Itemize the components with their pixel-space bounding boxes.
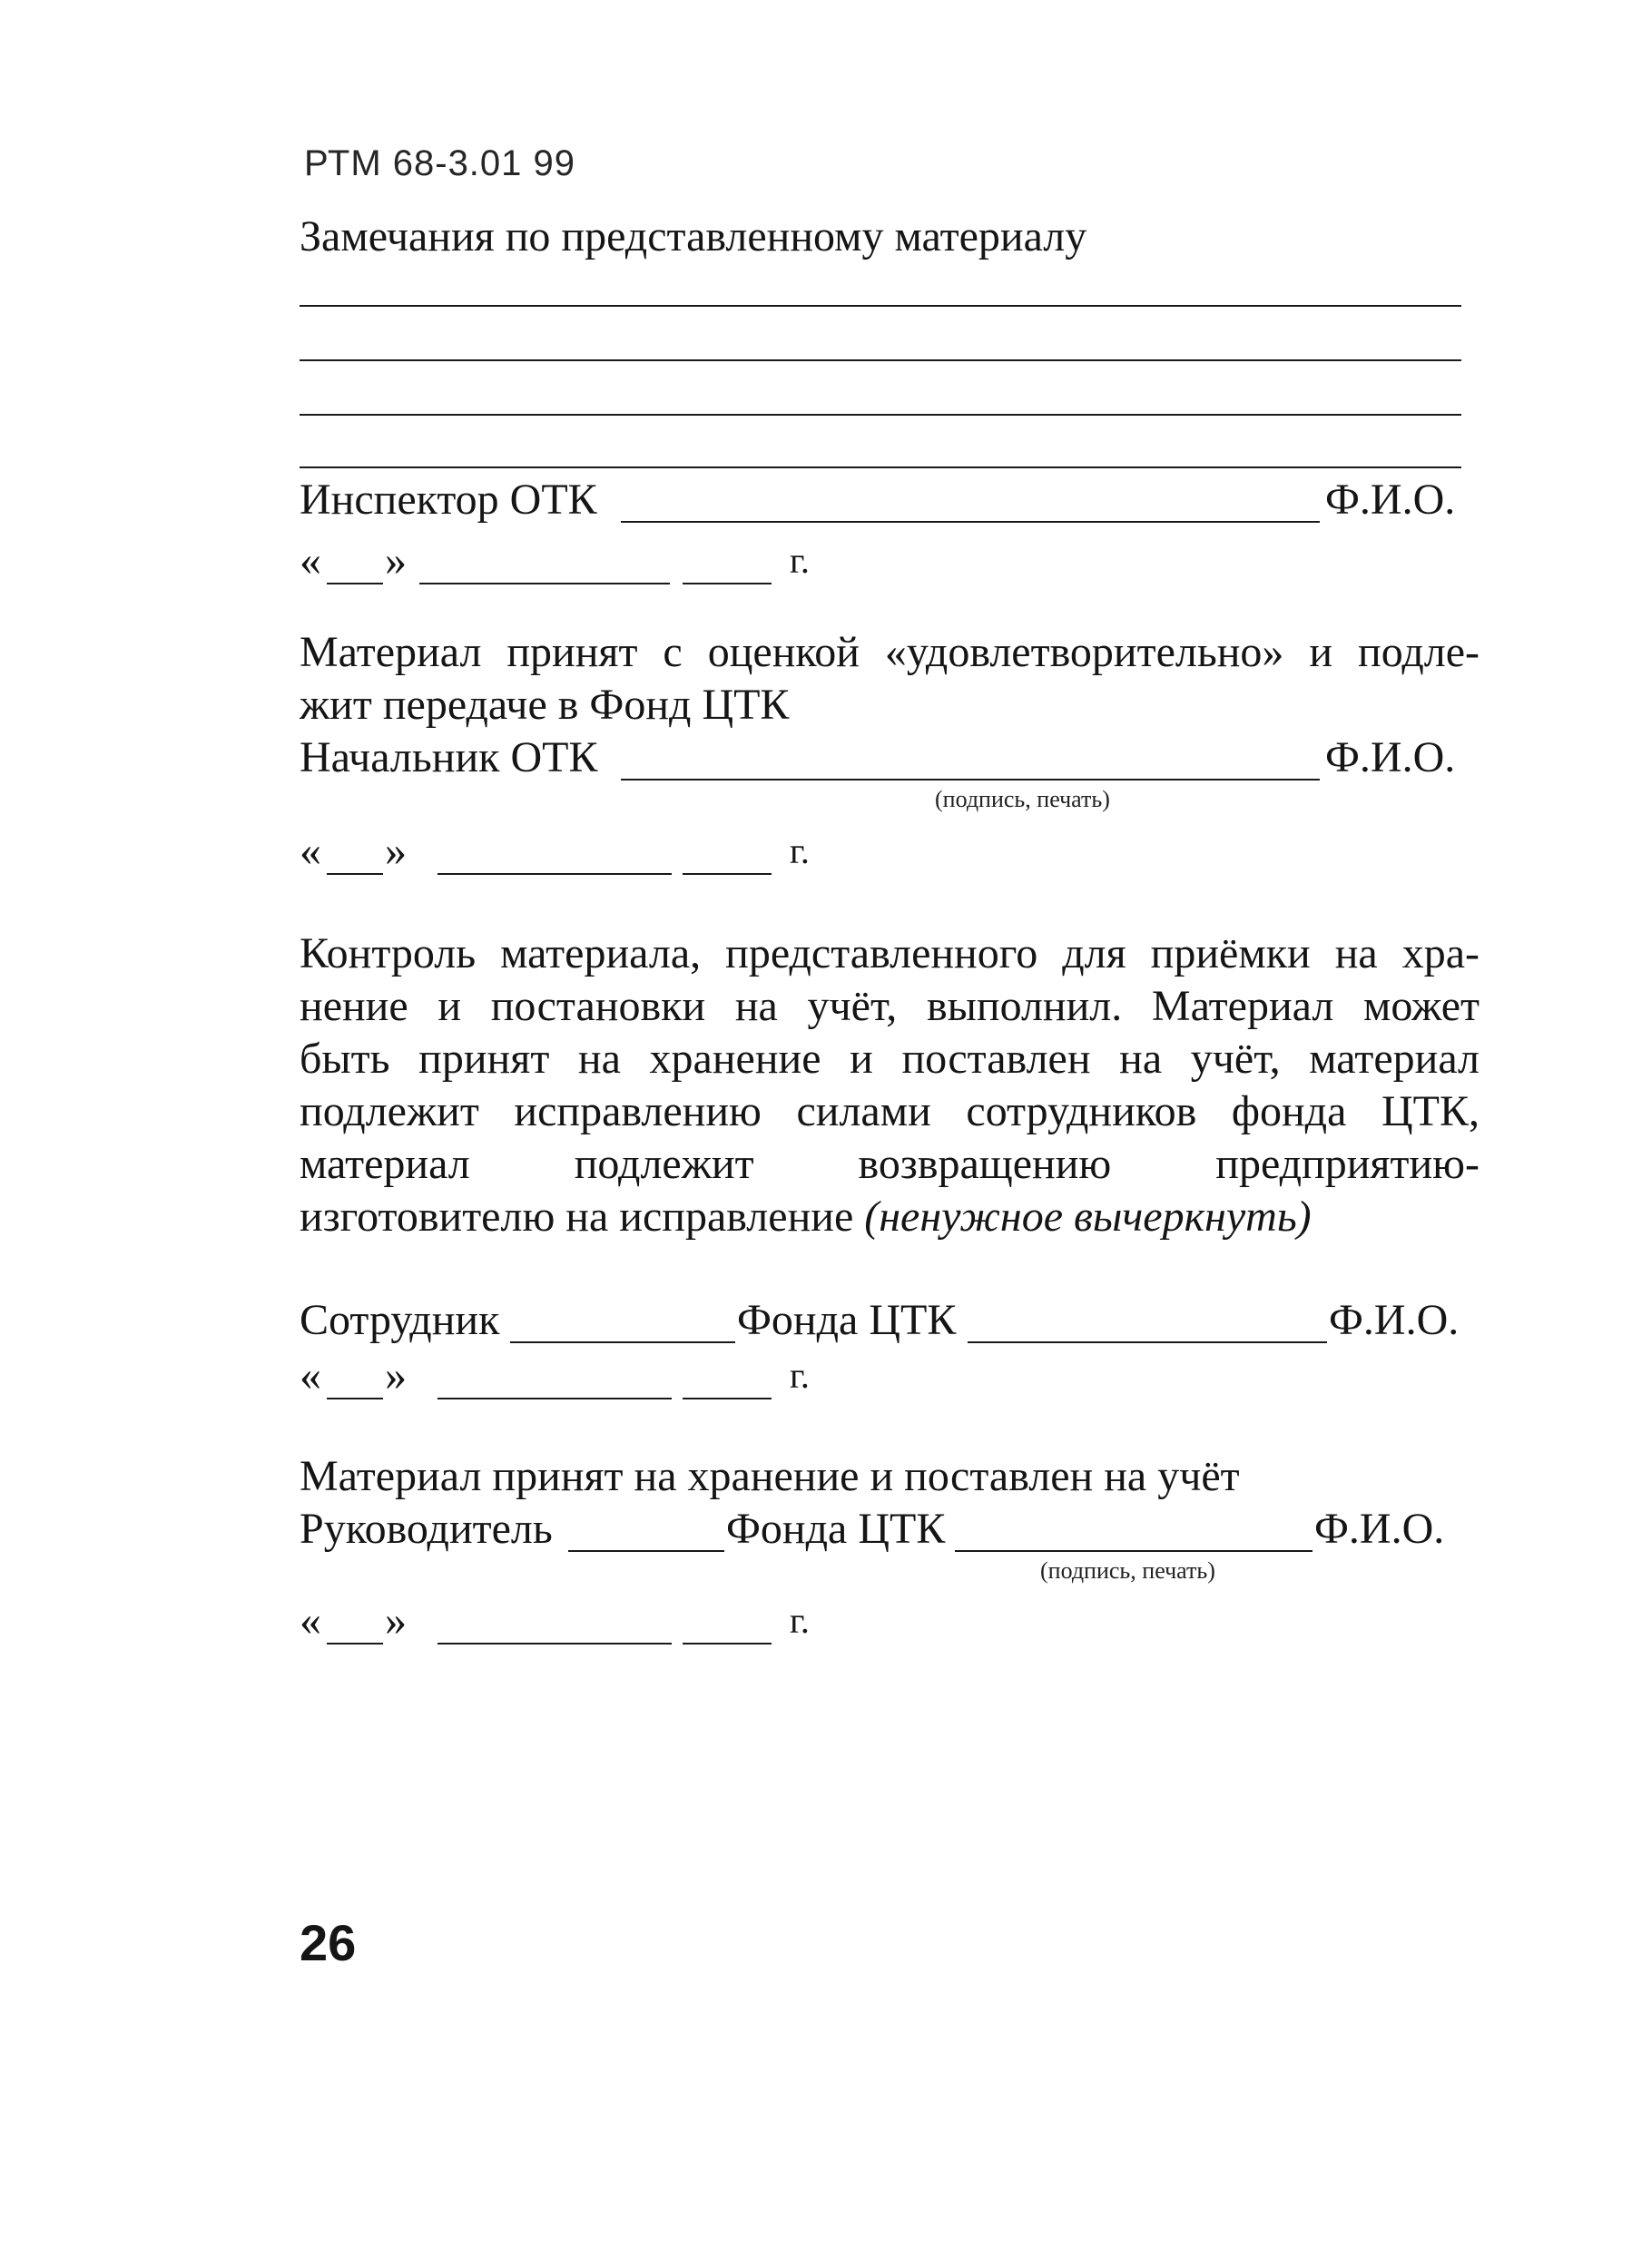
head-signature-line[interactable] [568,1550,724,1552]
employee-date-month-line[interactable] [437,1398,672,1399]
control-paragraph [300,928,1480,1243]
control-line: материал подлежит возвращению предприятию- [300,1140,1480,1188]
head-signature-caption: (подпись, печать) [1040,1557,1215,1584]
chief-date-year-suffix: г. [790,830,810,871]
employee-fund-label: Фонда ЦТК [737,1296,957,1344]
head-name-line[interactable] [955,1550,1312,1552]
control-last-line-text: изготовителю на исправление [300,1193,854,1241]
control-line: быть принят на хранение и поставлен на учёт, материал [300,1035,1480,1083]
employee-date-close-quote: » [385,1351,407,1399]
inspector-date-day-line[interactable] [327,583,383,584]
employee-date-year-suffix: г. [790,1355,810,1396]
inspector-fio: Ф.И.О. [1325,476,1456,524]
final-acceptance-line: Материал принят на хранение и поставлен на учёт [300,1452,1240,1500]
employee-fio: Ф.И.О. [1329,1296,1460,1344]
control-line: подлежит исправлению силами сотрудников фонда ЦТК, [300,1087,1480,1135]
employee-date-day-line[interactable] [327,1398,383,1399]
employee-label: Сотрудник [300,1296,500,1344]
chief-date-open-quote: « [300,827,321,875]
page-number: 26 [300,1914,357,1971]
acceptance-line-1: Материал принят с оценкой «удовлетворительно» и подле- [300,628,1480,676]
chief-date-close-quote: » [385,827,407,875]
chief-date-month-line[interactable] [437,873,672,875]
head-label: Руководитель [300,1505,553,1553]
employee-name-line[interactable] [968,1341,1327,1343]
head-fio: Ф.И.О. [1314,1505,1445,1553]
head-date-year-suffix: г. [790,1600,810,1641]
chief-fio: Ф.И.О. [1325,733,1456,781]
head-date-day-line[interactable] [327,1643,383,1645]
acceptance-line-2: жит передаче в Фонд ЦТК [300,681,790,729]
inspector-label: Инспектор ОТК [300,476,597,524]
inspector-date-year-line[interactable] [683,583,772,584]
inspector-date-open-quote: « [300,536,321,584]
head-date-open-quote: « [300,1596,321,1645]
employee-date-open-quote: « [300,1351,321,1399]
inspector-date-month-line[interactable] [419,583,670,584]
employee-date-year-line[interactable] [683,1398,772,1399]
remarks-title: Замечания по представленному материалу [300,212,1087,260]
head-date-month-line[interactable] [437,1643,672,1645]
remarks-line-4[interactable] [300,466,1461,468]
employee-signature-line[interactable] [510,1341,735,1343]
chief-date-year-line[interactable] [683,873,772,875]
remarks-line-2[interactable] [300,359,1461,361]
inspector-date-close-quote: » [385,536,407,584]
remarks-line-1[interactable] [300,305,1461,307]
remarks-line-3[interactable] [300,414,1461,416]
chief-signature-caption: (подпись, печать) [935,786,1110,812]
head-fund-label: Фонда ЦТК [726,1505,946,1553]
head-date-year-line[interactable] [683,1643,772,1645]
inspector-signature-line[interactable] [621,521,1320,523]
document-code: РТМ 68-3.01 99 [304,143,576,183]
control-line: нение и постановки на учёт, выполнил. Материал может [300,982,1480,1030]
control-strike-note: (ненужное вычеркнуть) [864,1193,1312,1241]
inspector-date-year-suffix: г. [790,540,810,581]
control-last-line [300,1191,1480,1243]
chief-date-day-line[interactable] [327,873,383,875]
chief-signature-line[interactable] [621,779,1320,781]
head-date-close-quote: » [385,1596,407,1645]
chief-label: Начальник ОТК [300,733,598,781]
control-line: Контроль материала, представленного для приёмки на хра- [300,929,1480,977]
